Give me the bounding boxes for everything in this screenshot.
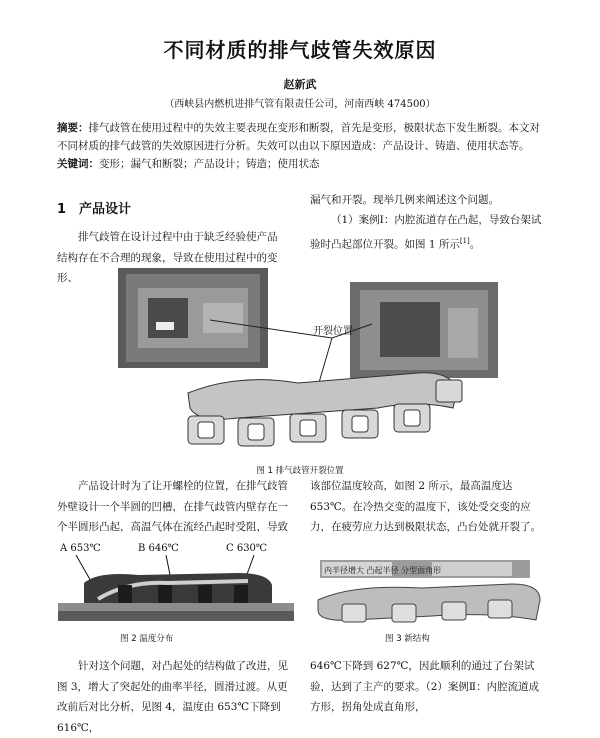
- affiliation: （西峡县内燃机进排气管有限责任公司，河南西峡 474500）: [164, 99, 436, 110]
- section1-para-left: 排气歧管在设计过程中由于缺乏经验使产品结构存在不合理的现象，导致在使用过程中的变形、: [57, 231, 278, 284]
- figure3-caption: 图 3 新结构: [385, 634, 430, 644]
- figure2-caption: 图 2 温度分布: [120, 634, 174, 644]
- figure3-image: [312, 560, 542, 628]
- bottom-para-left: 针对这个问题，对凸起处的结构做了改进，见图 3，增大了突起处的曲率半径，圆滑过渡。从更改前后对比分析，见图 4，温度由 653℃下降到 616℃，: [57, 660, 288, 734]
- figure3-annotation: 内半径增大 凸起半径 分型面角形: [324, 566, 442, 575]
- paper-title: 不同材质的排气歧管失效原因: [163, 38, 437, 62]
- keywords-label: 关键词：: [57, 158, 99, 170]
- abstract-label: 摘要：: [57, 122, 89, 134]
- figure2-label-b: B 646℃: [138, 543, 179, 554]
- case1-text: （1）案例Ⅰ：内腔流道存在凸起，导致台架试验时凸起部位开裂。如图 1 所示: [310, 214, 542, 250]
- figure1-image: [118, 268, 498, 460]
- figure2-label-c: C 630℃: [226, 543, 268, 554]
- figure1-manifold-render: [188, 373, 462, 446]
- abstract-text: 排气歧管在使用过程中的失效主要表现在变形和断裂，首先是变形，极限状态下发生断裂。本文对不同材质的排气歧管的失效原因进行分析。失效可以由以下原因造成：产品设计、铸造、使用状态等。: [57, 122, 540, 152]
- abstract: [57, 119, 547, 155]
- section1-para-right-case1: [310, 210, 550, 255]
- keywords: [57, 156, 547, 171]
- bottom-para-right: 646℃下降到 627℃，因此顺利的通过了台架试验，达到了主产的要求。（2）案例Ⅱ：内腔流道成方形，拐角处成直角形，: [310, 660, 540, 713]
- figure1-callout: 开裂位置: [313, 326, 353, 337]
- figure2-image: [58, 555, 294, 627]
- figure1-caption: 图 1 排气歧管开裂位置: [256, 466, 344, 476]
- section1-cont-right: 该部位温度较高，如图 2 所示，最高温度达 653℃。在冷热交变的温度下，该处受交变的应力，在疲劳应力达到极限状态，凸台处就开裂了。: [310, 480, 541, 533]
- author: 赵新武: [283, 78, 317, 91]
- case1-tail: 。: [469, 238, 481, 250]
- keywords-text: 变形；漏气和断裂；产品设计；铸造；使用状态: [99, 158, 320, 170]
- citation-ref: [1]: [459, 236, 470, 245]
- figure2-label-a: A 653℃: [60, 543, 101, 554]
- section-heading: 1 产品设计: [57, 202, 132, 217]
- section1-para-right-line1: 漏气和开裂。现举几例来阐述这个问题。: [310, 194, 499, 206]
- section1-cont-left: 产品设计时为了让开螺栓的位置，在排气歧管外壁设计一个半圆的凹槽，在排气歧管内壁存在一个半圆形凸起，高温气体在流经凸起时受阻，导致: [57, 480, 288, 533]
